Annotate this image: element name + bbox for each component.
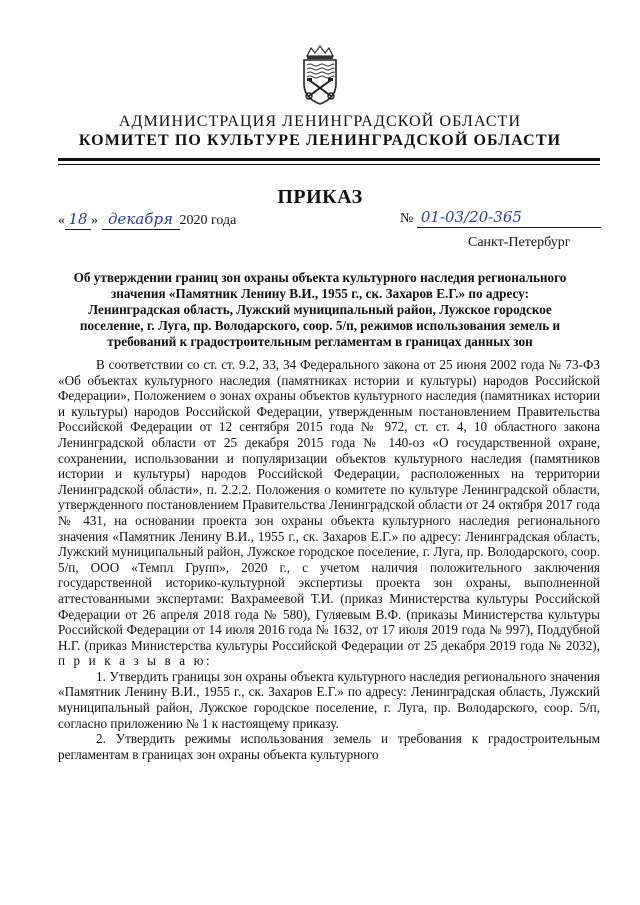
order-body [58, 357, 600, 762]
order-number-value: 01-03/20-365 [420, 208, 522, 226]
header-divider-thin [58, 164, 600, 165]
header-divider-thick [58, 158, 600, 161]
item-1-paragraph: 1. Утвердить границы зон охраны объекта культурного наследия регионального значения «Памятник Ленину В.И., 1955 г., ск. Захаров Е.Г.» по адресу: Ленинградская область, Лужский муниципальный район, Лужское городское поселение, г. Луга, пр. Володарского, соор. 5/п, согласно приложению № 1 к настоящему приказу. [58, 668, 600, 731]
order-number [400, 208, 601, 228]
number-sign: № [400, 211, 414, 226]
date-day: 18 [68, 210, 88, 228]
date-year: 2020 года [179, 213, 237, 228]
date-month: декабря [108, 210, 173, 228]
org-name-line-1: АДМИНИСТРАЦИЯ ЛЕНИНГРАДСКОЙ ОБЛАСТИ [118, 113, 522, 130]
document-title: ПРИКАЗ [277, 186, 363, 208]
date-open-quote: « [58, 213, 65, 228]
date-close-quote: » [91, 213, 98, 228]
preamble-paragraph [58, 357, 600, 669]
order-date [58, 210, 236, 230]
order-subject: Об утверждении границ зон охраны объекта культурного наследия регионального значения «Памятник Ленину В.И., 1955 г., ск. Захаров Е.Г.» по адресу: Ленинградская область, Лужский муниципальный район, Лужское городское поселение, г. Луга, пр. Володарского, соор. 5/п, режимов использования земель и требований к градостроительным регламентам в границах данных зон [73, 270, 567, 349]
org-name-line-2: КОМИТЕТ ПО КУЛЬТУРЕ ЛЕНИНГРАДСКОЙ ОБЛАСТИ [78, 132, 562, 149]
item-2-paragraph: 2. Утвердить режимы использования земель и требования к градостроительным регламентам в границах зон охраны объекта культурного [58, 731, 600, 762]
order-city: Санкт-Петербург [468, 235, 571, 250]
preamble-text: В соответствии со ст. ст. 9.2, 33, 34 Федерального закона от 25 июня 2002 года № 73-ФЗ «Об объектах культурного наследия (памятниках истории и культуры) народов Российской Федерации», Положением о зонах охраны объектов культурного наследия (памятниках истории и культуры) народов Российской Федерации, утвержденным постановлением Правительства Российской Федерации от 12 сентября 2015 года № 972, ст. ст. 4, 10 областного закона Ленинградской области от 25 декабря 2015 года № 140-оз «О государственной охране, сохранении, использовании и популяризации объектов культурного наследия (памятников истории и культуры) народов Российской Федерации, расположенных на территории Ленинградской области», п. 2.2.2. Положения о комитете по культуре Ленинградской области, утвержденного постановлением Правительства Ленинградской области от 24 октября 2017 года № 431, на основании проекта зон охраны объекта культурного наследия регионального значения «Памятник Ленину В.И., 1955 г., ск. Захаров Е.Г.» по адресу: Ленинградская область, Лужский муниципальный район, Лужское городское поселение, г. Луга, пр. Володарского, соор. 5/п, ООО «Темпл Групп», 2020 г., с учетом наличия положительного заключения государственной историко-культурной экспертизы проекта зон охраны, выполненной аттестованными экспертами: Вахрамеевой Т.И. (приказ Министерства культуры Российской Федерации от 26 апреля 2018 года № 580), Гуляевым В.Ф. (приказы Министерства культуры Российской Федерации от 14 июля 2016 года № 1632, от 17 июля 2019 года № 997), Поддубной Н.Г. (приказ Министерства культуры Российской Федерации от 25 декабря 2019 года № 2032), [58, 357, 600, 653]
order-word: п р и к а з ы в а ю: [58, 653, 213, 669]
coat-of-arms-icon [299, 44, 341, 106]
